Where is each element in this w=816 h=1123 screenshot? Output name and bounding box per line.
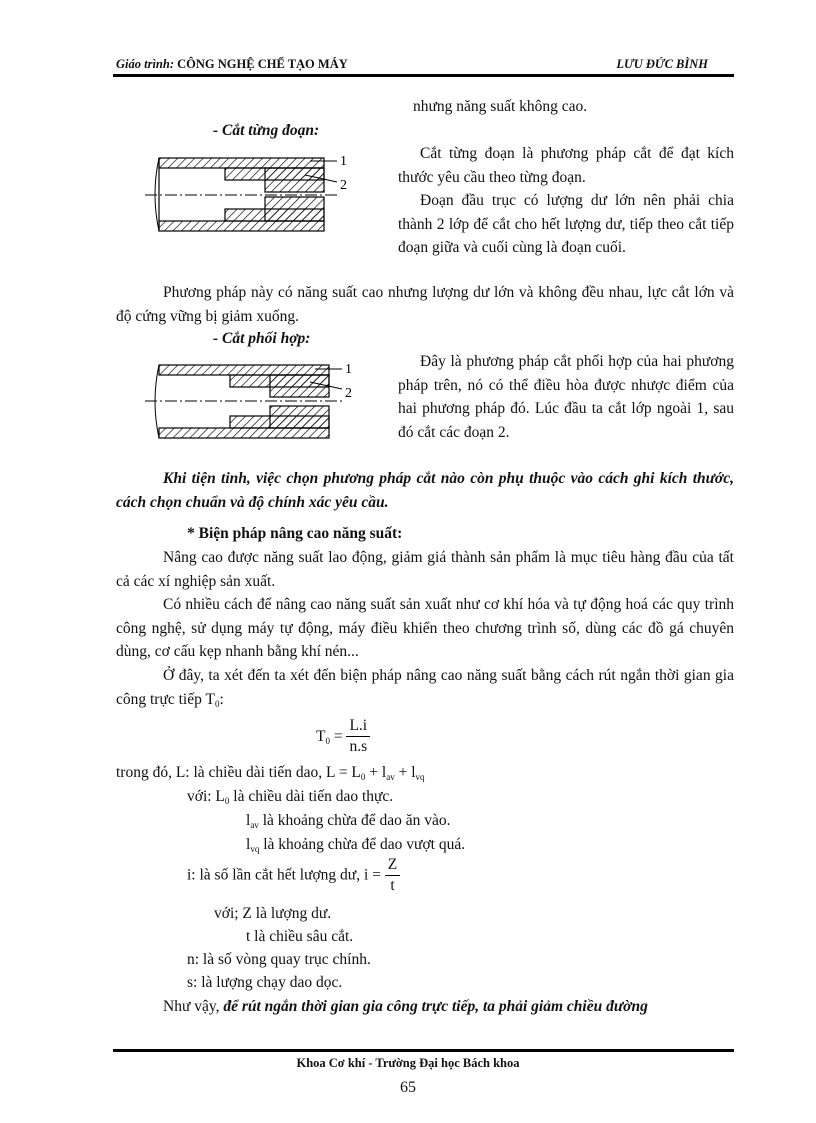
productivity-paragraph-1: Nâng cao được năng suất lao động, giảm giá thành sản phẩm là mục tiêu hàng đầu của tất cả các xí nghiệp sản xuất.	[116, 549, 734, 590]
lav-sub: av	[250, 820, 259, 830]
lav-prefix: l	[246, 812, 251, 829]
shaft-segment-drawing	[145, 158, 340, 231]
figure-segment-cutting	[145, 148, 365, 240]
def-i-num: Z	[385, 855, 400, 876]
with-L0-sub: 0	[224, 796, 230, 806]
segment-paragraph-2: Đoạn đầu trục có lượng dư lớn nên phải chia thành 2 lớp để cắt cho hết lượng dư, tiếp theo cắt tiếp đoạn giữa và cuối cùng là đoạn cuối.	[398, 192, 734, 256]
emphasis-paragraph: Khi tiện tinh, việc chọn phương pháp cắt nào còn phụ thuộc vào cách ghi kích thước, cách chọn chuẩn và độ chính xác yêu cầu.	[116, 470, 734, 511]
method-paragraph: Phương pháp này có năng suất cao nhưng lượng dư lớn và không đều nhau, lực cắt lớn và độ cứng vững bị giảm xuống.	[116, 284, 734, 325]
segment-paragraph-1: Cắt từng đoạn là phương pháp cắt để đạt kích thước yêu cầu theo từng đoạn.	[398, 145, 734, 186]
lvq-prefix: l	[246, 836, 251, 853]
formula-lhs-sub: 0	[325, 735, 330, 746]
formula-numerator: L.i	[346, 716, 370, 737]
def-i-den: t	[390, 877, 395, 894]
def-L-plus1: + l	[365, 764, 387, 781]
heading-productivity: * Biện pháp nâng cao năng suất:	[187, 525, 403, 542]
last-plain: Như vậy,	[163, 998, 224, 1015]
formula-eq: =	[329, 727, 347, 745]
shaft-combined-drawing	[145, 365, 345, 438]
lvq-sub: vq	[250, 844, 260, 854]
last-bold: để rút ngắn thời gian gia công trực tiếp, ta phải giảm chiều đường	[223, 998, 648, 1015]
header-rule	[113, 74, 734, 77]
formula-lhs: T	[316, 727, 326, 745]
def-L-text: trong đó, L: là chiều dài tiến dao, L = L	[116, 764, 361, 781]
para-c-text: Ở đây, ta xét đến ta xét đến biện pháp nâng cao năng suất bằng cách rút ngắn thời gian gia công trực tiếp T	[116, 667, 734, 708]
last-line	[116, 995, 734, 1019]
header-author: LƯU ĐỨC BÌNH	[616, 57, 708, 71]
productivity-paragraph-2: Có nhiều cách để nâng cao năng suất sản xuất như cơ khí hóa và tự động hoá các quy trình công nghệ, sử dụng máy tự động, máy điều khiển theo chương trình số, dùng các đồ gá chuyên dùng, cơ cấu kẹp nhanh bằng khí nén...	[116, 596, 734, 660]
fig1-label-1: 1	[340, 154, 347, 169]
heading-cut-segment: - Cắt từng đoạn:	[213, 122, 320, 139]
header-book-title: CÔNG NGHỆ CHẾ TẠO MÁY	[177, 57, 348, 71]
formula-denominator: n.s	[349, 738, 368, 755]
header-title	[116, 57, 348, 72]
def-t: t là chiều sâu cắt.	[246, 928, 354, 945]
def-i-lhs: i =	[363, 866, 385, 884]
lvq-text: là khoảng chừa để dao vượt quá.	[259, 836, 466, 853]
continued-line: nhưng năng suất không cao.	[413, 98, 588, 115]
header-prefix: Giáo trình:	[116, 57, 175, 71]
def-n: n: là số vòng quay trục chính.	[187, 951, 371, 968]
def-L-sub-vq: vq	[415, 772, 425, 782]
fig2-label-1: 1	[345, 362, 352, 377]
def-L-plus2: + l	[394, 764, 416, 781]
with-Z: với; Z là lượng dư.	[214, 905, 332, 922]
footer-rule	[113, 1049, 734, 1052]
formula-T0	[316, 716, 370, 757]
para-c-sub: 0	[214, 698, 220, 709]
combined-paragraph: Đây là phương pháp cắt phối hợp của hai phương pháp trên, nó có thể điều hòa được nhược điểm của hai phương pháp đó. Lúc đầu ta cắt lớp ngoài 1, sau đó cắt các đoạn 2.	[398, 353, 734, 441]
def-L-sub0: 0	[360, 772, 366, 782]
definition-i	[187, 855, 400, 896]
def-i-text: i: là số lần cắt hết lượng dư,	[187, 866, 364, 884]
page-number: 65	[400, 1079, 416, 1096]
with-L0-prefix: với: L	[187, 788, 225, 805]
figure-combined-cutting	[145, 355, 365, 447]
with-L0-text: là chiều dài tiến dao thực.	[229, 788, 394, 805]
lav-text: là khoảng chừa để dao ăn vào.	[258, 812, 451, 829]
footer-text: Khoa Cơ khí - Trường Đại học Bách khoa	[296, 1056, 520, 1070]
fig1-label-2: 2	[340, 178, 347, 193]
heading-combined-cut: - Cắt phối hợp:	[213, 330, 311, 347]
para-c-end: :	[219, 690, 224, 708]
productivity-paragraph-3	[116, 664, 734, 716]
fig2-label-2: 2	[345, 386, 352, 401]
def-L-sub-av: av	[386, 772, 395, 782]
def-s: s: là lượng chạy dao dọc.	[187, 974, 343, 991]
